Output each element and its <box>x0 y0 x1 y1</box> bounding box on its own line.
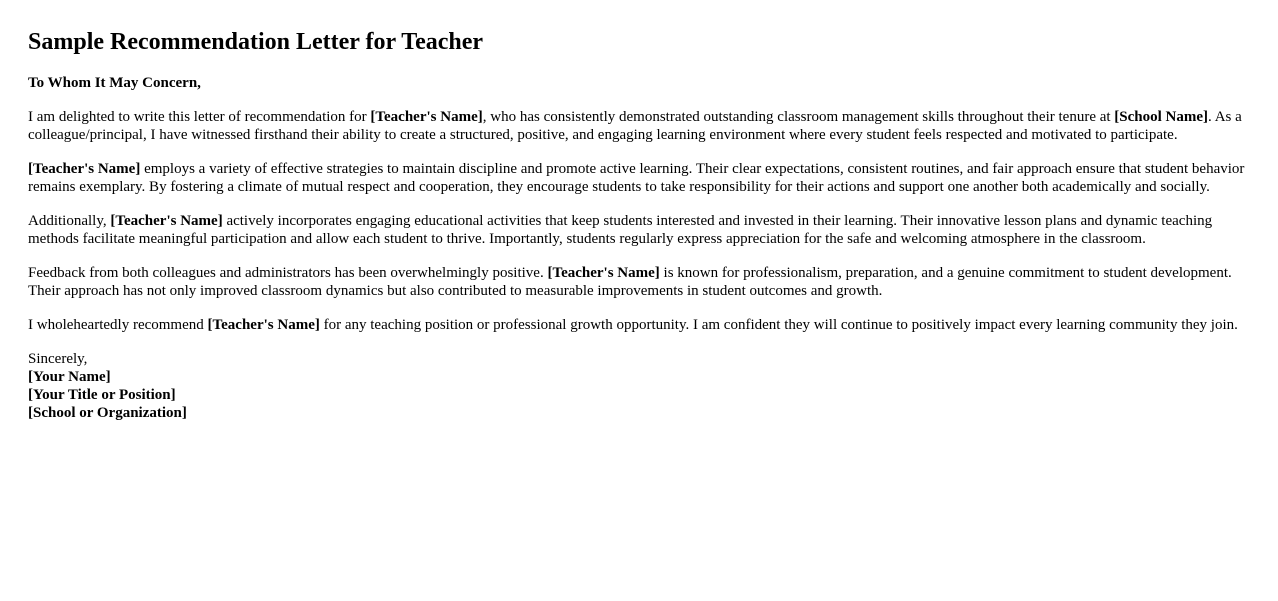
paragraph-text: is known for professionalism, preparation, and a genuine commitment to student development. Their approach has not only improved classroom dynamics but also contributed to measurable improvements in student outcomes and growth. <box>28 265 1232 299</box>
closing: Sincerely, <box>28 351 88 367</box>
teacher-name-placeholder: [Teacher's Name] <box>207 317 320 333</box>
paragraph-text: I am delighted to write this letter of recommendation for <box>28 109 371 125</box>
salutation-text: To Whom It May Concern, <box>28 75 201 91</box>
paragraph-text: , who has consistently demonstrated outstanding classroom management skills throughout their tenure at <box>482 109 1115 125</box>
school-name-placeholder: [School Name] <box>1114 109 1209 125</box>
paragraph-text: employs a variety of effective strategies to maintain discipline and promote active learning. Their clear expectations, consistent routines, and fair approach ensure that student behavior remains exemplary. By fostering a climate of mutual respect and cooperation, they encourage students to take responsibility for their actions and support one another both academically and socially. <box>28 161 1245 195</box>
signer-name: [Your Name] <box>28 369 111 385</box>
paragraph-intro <box>28 108 1250 144</box>
paragraph-text: Feedback from both colleagues and administrators has been overwhelmingly positive. <box>28 265 548 281</box>
paragraph-text: Additionally, <box>28 213 111 229</box>
paragraph-activities <box>28 212 1250 248</box>
page-title: Sample Recommendation Letter for Teacher <box>28 29 484 55</box>
paragraph-text: for any teaching position or professional growth opportunity. I am confident they will continue to positively impact every learning community they join. <box>319 317 1238 333</box>
signoff-block <box>28 350 1250 422</box>
paragraph-recommendation <box>28 316 1250 334</box>
teacher-name-placeholder: [Teacher's Name] <box>370 109 483 125</box>
paragraph-text: actively incorporates engaging educational activities that keep students interested and invested in their learning. Their innovative lesson plans and dynamic teaching methods facilitate meaningful participation and allow each student to thrive. Importantly, students regularly express appreciation for the safe and welcoming atmosphere in the classroom. <box>28 213 1213 247</box>
teacher-name-placeholder: [Teacher's Name] <box>547 265 660 281</box>
paragraph-text: I wholeheartedly recommend <box>28 317 208 333</box>
paragraph-text: . As a colleague/principal, I have witnessed firsthand their ability to create a structured, positive, and engaging learning environment where every student feels respected and motivated to participate. <box>28 109 1242 143</box>
teacher-name-placeholder: [Teacher's Name] <box>28 161 141 177</box>
signer-title: [Your Title or Position] <box>28 387 176 403</box>
signer-organization: [School or Organization] <box>28 405 187 421</box>
salutation <box>28 74 1250 92</box>
paragraph-strategies <box>28 160 1250 196</box>
teacher-name-placeholder: [Teacher's Name] <box>110 213 223 229</box>
paragraph-feedback <box>28 264 1250 300</box>
